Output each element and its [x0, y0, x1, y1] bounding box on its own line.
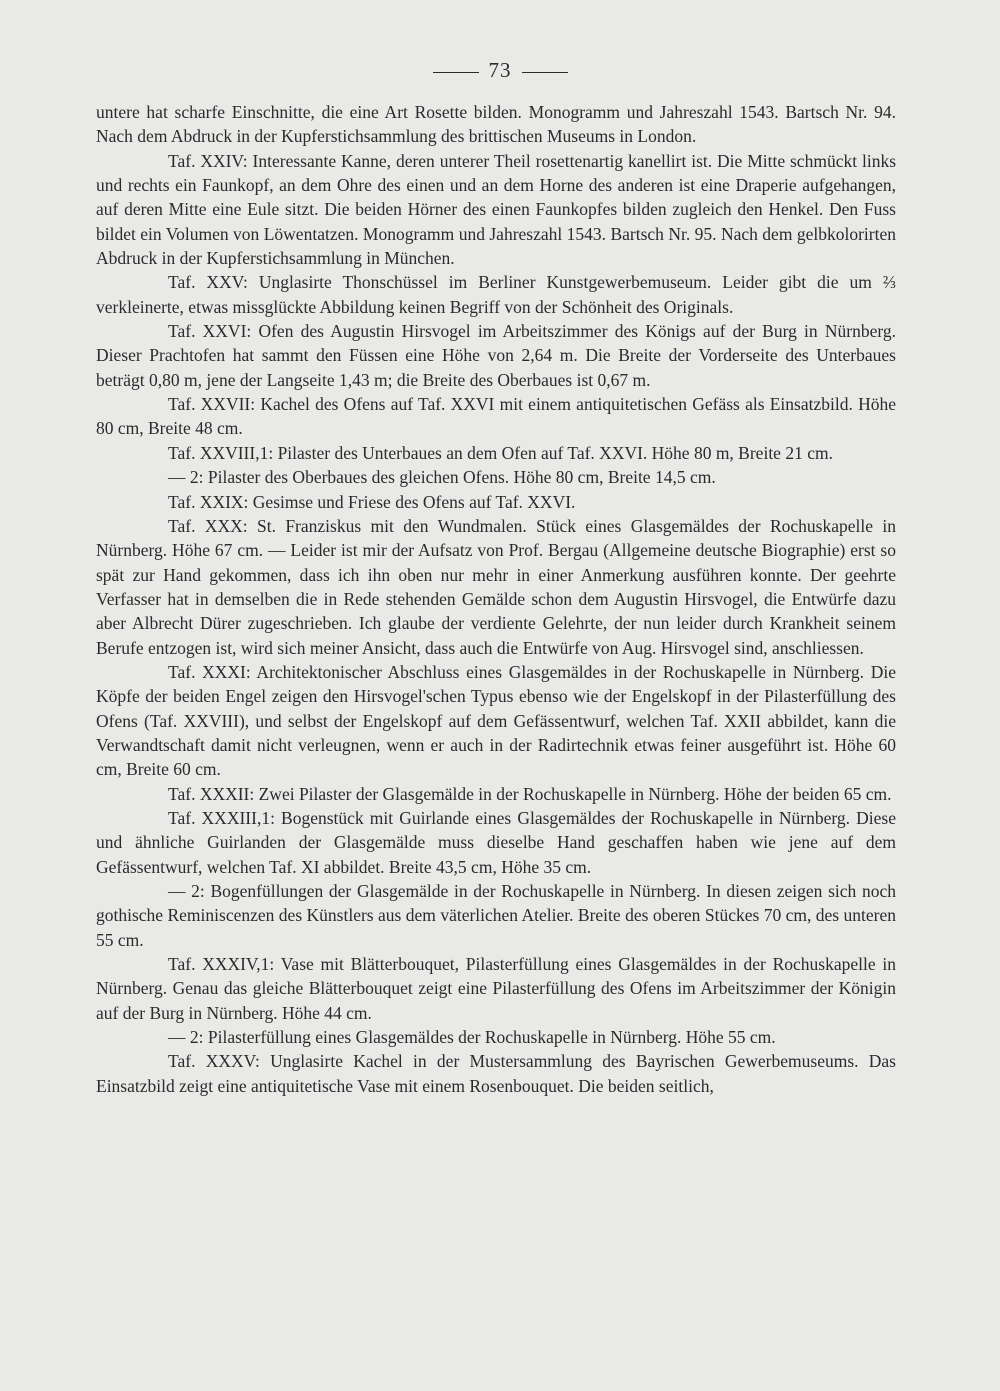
paragraph-taf-xxv: Taf. XXV: Unglasirte Thonschüssel im Berliner Kunstgewerbemuseum. Leider gibt die um ⅔ verkleinerte, etwas missglückte Abbildung keinen Begriff von der Schönheit des Originals. — [96, 272, 896, 317]
paragraph-taf-xxvii: Taf. XXVII: Kachel des Ofens auf Taf. XXVI mit einem antiquitetischen Gefäss als Einsatzbild. Höhe 80 cm, Breite 48 cm. — [96, 394, 896, 439]
paragraph-taf-xxx: Taf. XXX: St. Franziskus mit den Wundmalen. Stück eines Glasgemäldes der Rochuskapelle in Nürnberg. Höhe 67 cm. — Leider ist mir der Aufsatz von Prof. Bergau (Allgemeine deutsche Biographie) erst so spät zur Hand gekommen, dass ich ihn oben nur mehr in einer Anmerkung ausführen konnte. Der geehrte Verfasser hat in demselben die in Rede stehenden Gemälde schon dem Augustin Hirsvogel, die Entwürfe dazu aber Albrecht Dürer zugeschrieben. Ich glaube der verdiente Gelehrte, der nun leider durch Krankheit seinem Berufe entzogen ist, wird sich meiner Ansicht, dass auch die Entwürfe von Aug. Hirsvogel sind, anschliessen. — [96, 515, 896, 658]
header-rule-right — [522, 72, 568, 73]
page-number: 73 — [488, 58, 512, 82]
paragraph-taf-xxxiii-1: Taf. XXXIII,1: Bogenstück mit Guirlande eines Glasgemäldes der Rochuskapelle in Nürnberg. Diese und ähnliche Guirlanden der Glasgemälde muss dieselbe Hand geschaffen haben wie jene auf dem Gefässentwurf, welchen Taf. XI abbildet. Breite 43,5 cm, Höhe 35 cm. — [96, 807, 896, 877]
paragraph-taf-xxiv: Taf. XXIV: Interessante Kanne, deren unterer Theil rosettenartig kanellirt ist. Die Mitte schmückt links und rechts ein Faunkopf, an dem Ohre des einen und an dem Horne des anderen ist eine Draperie aufgehangen, auf deren Mitte eine Eule sitzt. Die beiden Hörner des einen Faunkopfes bilden zugleich den Henkel. Den Fuss bildet ein Volumen von Löwentatzen. Monogramm und Jahreszahl 1543. Bartsch Nr. 95. Nach dem gelbkolorirten Abdruck in der Kupferstichsammlung in München. — [96, 150, 896, 269]
paragraph-taf-xxxii: Taf. XXXII: Zwei Pilaster der Glasgemälde in der Rochuskapelle in Nürnberg. Höhe der beiden 65 cm. — [168, 783, 892, 804]
paragraph-taf-xxxi: Taf. XXXI: Architektonischer Abschluss eines Glasgemäldes in der Rochuskapelle in Nürnberg. Die Köpfe der beiden Engel zeigen den Hirsvogel'schen Typus ebenso wie der Engelskopf in der Pilasterfüllung des Ofens (Taf. XXVIII), und selbst der Engelskopf auf dem Gefässentwurf, welchen Taf. XXII abbildet, kann die Verwandtschaft damit nicht verleugnen, wenn er auch in der Radirtechnik etwas feiner ausgeführt ist. Höhe 60 cm, Breite 60 cm. — [96, 661, 896, 780]
paragraph-taf-xxviii-1: Taf. XXVIII,1: Pilaster des Unterbaues an dem Ofen auf Taf. XXVI. Höhe 80 m, Breite 21 cm. — [168, 442, 833, 463]
paragraph-taf-xxix: Taf. XXIX: Gesimse und Friese des Ofens auf Taf. XXVI. — [168, 491, 576, 512]
paragraph-continuation: untere hat scharfe Einschnitte, die eine Art Rosette bilden. Monogramm und Jahreszahl 1543. Bartsch Nr. 94. Nach dem Abdruck in der Kupferstichsammlung des brittischen Museums in London. — [96, 102, 896, 147]
paragraph-taf-xxxiv-2: — 2: Pilasterfüllung eines Glasgemäldes der Rochuskapelle in Nürnberg. Höhe 55 cm. — [168, 1027, 776, 1048]
body-text — [96, 100, 896, 1098]
header-rule-left — [433, 72, 479, 73]
paragraph-taf-xxxv: Taf. XXXV: Unglasirte Kachel in der Mustersammlung des Bayrischen Gewerbemuseums. Das Einsatzbild zeigt eine antiquitetische Vase mit einem Rosenbouquet. Die beiden seitlich, — [96, 1051, 896, 1096]
paragraph-taf-xxxiv-1: Taf. XXXIV,1: Vase mit Blätterbouquet, Pilasterfüllung eines Glasgemäldes in der Rochuskapelle in Nürnberg. Genau das gleiche Blätterbouquet zeigt eine Pilasterfüllung des Ofens im Arbeitszimmer der Königin auf der Burg in Nürnberg. Höhe 44 cm. — [96, 954, 896, 1023]
page-header — [0, 58, 1000, 83]
paragraph-taf-xxviii-2: — 2: Pilaster des Oberbaues des gleichen Ofens. Höhe 80 cm, Breite 14,5 cm. — [168, 467, 716, 488]
paragraph-taf-xxvi: Taf. XXVI: Ofen des Augustin Hirsvogel im Arbeitszimmer des Königs auf der Burg in Nürnberg. Dieser Prachtofen hat sammt den Füssen eine Höhe von 2,64 m. Die Breite der Vorderseite des Unterbaues beträgt 0,80 m, jene der Langseite 1,43 m; die Breite des Oberbaues ist 0,67 m. — [96, 321, 896, 390]
paragraph-taf-xxxiii-2: — 2: Bogenfüllungen der Glasgemälde in der Rochuskapelle in Nürnberg. In diesen zeigen sich noch gothische Reminiscenzen des Künstlers aus dem väterlichen Atelier. Breite des oberen Stückes 70 cm, des unteren 55 cm. — [96, 881, 896, 950]
